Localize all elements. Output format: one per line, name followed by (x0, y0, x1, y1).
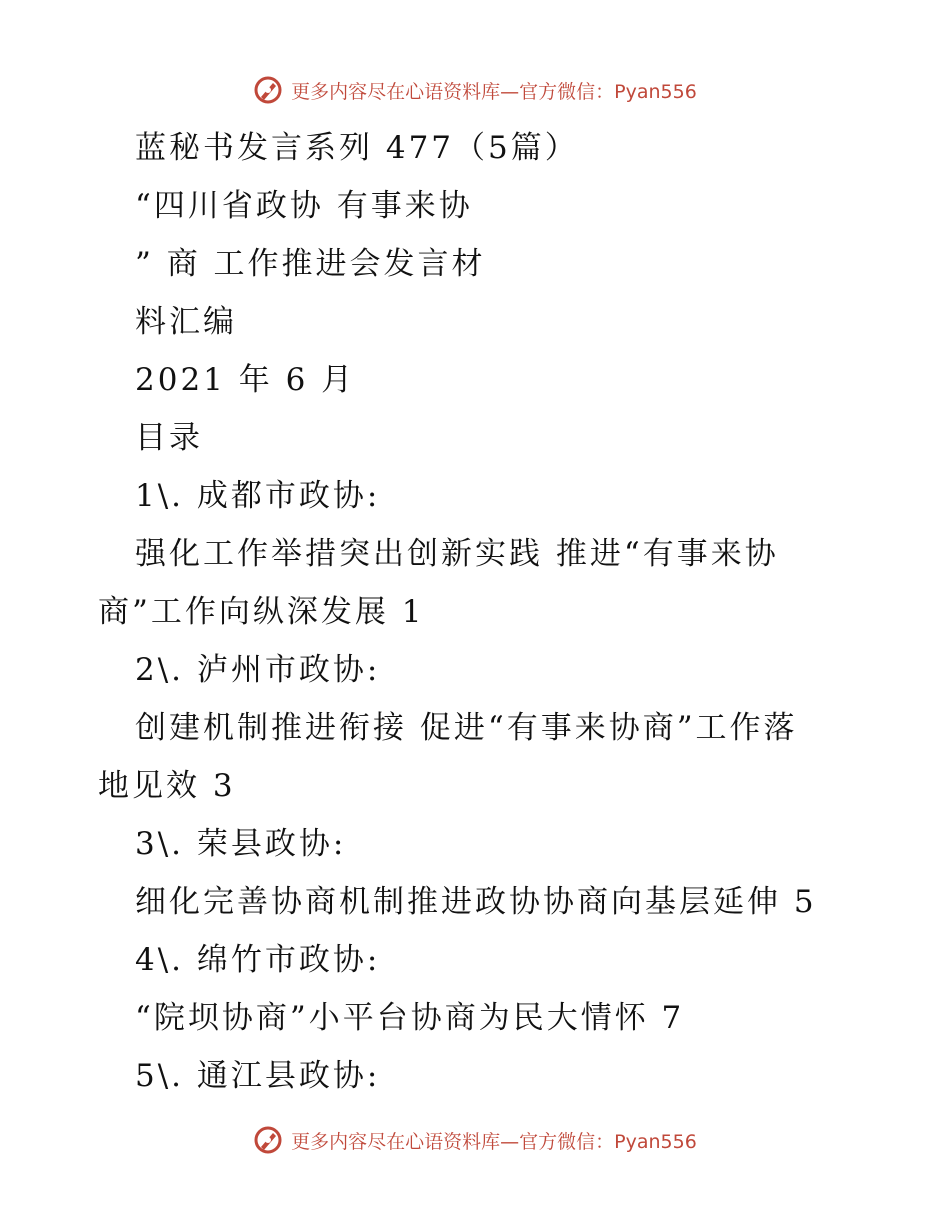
toc-item-2-org: 2\. 泸州市政协: (135, 652, 381, 688)
toc-item-1-org: 1\. 成都市政协: (135, 478, 381, 514)
toc-item-2-title-cont: 地见效 3 (98, 768, 236, 804)
toc-item-2-title: 创建机制推进衔接 促进“有事来协商”工作落 (135, 710, 798, 746)
header-watermark (0, 70, 950, 110)
toc-item-3-title: 细化完善协商机制推进政协协商向基层延伸 5 (135, 884, 817, 920)
doc-title-line-3: ” 商 工作推进会发言材 (135, 246, 486, 282)
toc-item-1-title-cont: 商”工作向纵深发展 1 (98, 594, 425, 630)
pen-circle-icon (253, 75, 283, 105)
doc-title-line-2: “四川省政协 有事来协 (135, 188, 473, 224)
toc-heading: 目录 (135, 420, 203, 456)
toc-item-5-org: 5\. 通江县政协: (135, 1058, 381, 1094)
footer-watermark (0, 1120, 950, 1160)
toc-item-4-title: “院坝协商”小平台协商为民大情怀 7 (135, 1000, 685, 1036)
doc-title-line-4: 料汇编 (135, 304, 237, 340)
toc-item-3-org: 3\. 荣县政协: (135, 826, 347, 862)
pen-circle-icon (253, 1125, 283, 1155)
watermark-text: 更多内容尽在心语资料库—官方微信：Pyan556 (291, 80, 697, 103)
doc-title-line-1: 蓝秘书发言系列 477（5篇） (135, 130, 579, 166)
toc-item-1-title: 强化工作举措突出创新实践 推进“有事来协 (135, 536, 779, 572)
toc-item-4-org: 4\. 绵竹市政协: (135, 942, 381, 978)
doc-date: 2021 年 6 月 (135, 362, 356, 398)
watermark-text: 更多内容尽在心语资料库—官方微信：Pyan556 (291, 1130, 697, 1153)
